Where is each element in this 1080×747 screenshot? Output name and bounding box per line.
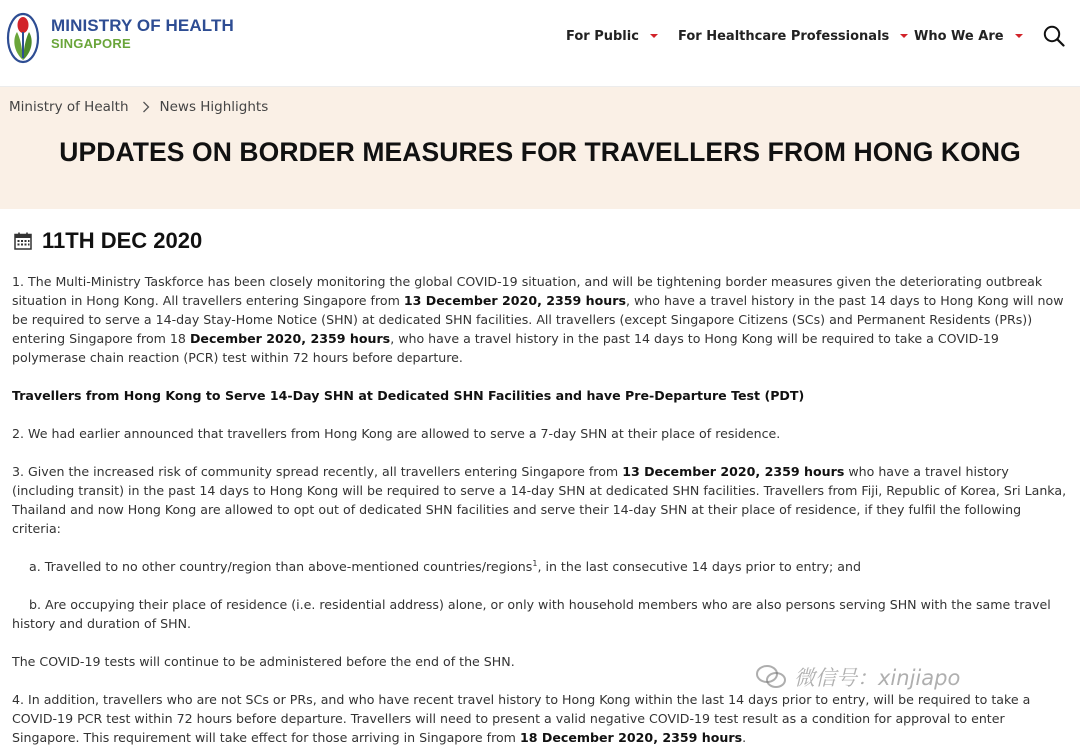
site-header bbox=[0, 0, 1080, 87]
nav-for-healthcare-professionals[interactable] bbox=[678, 27, 908, 45]
bold-text: December 2020, 2359 hours bbox=[189, 331, 391, 346]
paragraph-tests: The COVID-19 tests will continue to be administered before the end of the SHN. bbox=[12, 654, 515, 669]
nav-who-we-are[interactable] bbox=[914, 27, 1023, 45]
criteria-b: b. Are occupying their place of residence (i.e. residential address) alone, or only with household members who are also persons serving SHN with the same travel history and duration of SHN. bbox=[12, 597, 1051, 631]
paragraph-1 bbox=[12, 272, 1070, 367]
article-body bbox=[12, 226, 1070, 747]
chevron-right-icon bbox=[142, 101, 150, 113]
bold-text: 18 December 2020, 2359 hours bbox=[519, 730, 743, 745]
text: , who have a travel history in the past 14 days to Hong Kong will be required to take a COVID-19 polymerase chain reaction (PCR) test within 72 hours before departure. bbox=[12, 331, 999, 365]
bold-text: 13 December 2020, 2359 hours bbox=[622, 464, 845, 479]
text: who have a travel history (including transit) in the past 14 days to Hong Kong will be required to serve a 14-day SHN at dedicated SHN facilities. Travellers from Fiji, Republic of Korea, Sri Lanka, Thailand and now Hong Kong are allowed to opt out of dedicated SHN facilities and serve their 14-day SHN at their place of residence, if they fulfil the following criteria: bbox=[12, 464, 1067, 536]
paragraph-3 bbox=[12, 462, 1070, 538]
nav-for-public[interactable] bbox=[566, 27, 658, 45]
moh-logo-icon[interactable] bbox=[6, 8, 40, 64]
page-title: UPDATES ON BORDER MEASURES FOR TRAVELLERS FROM HONG KONG bbox=[59, 137, 1021, 167]
text: . bbox=[742, 730, 747, 745]
criteria-a bbox=[12, 557, 1070, 576]
logo-subtitle: SINGAPORE bbox=[51, 36, 131, 51]
footnote-ref[interactable]: 1 bbox=[532, 558, 538, 568]
calendar-icon bbox=[14, 232, 32, 250]
nav-label: For Healthcare Professionals bbox=[678, 28, 890, 44]
breadcrumb bbox=[9, 99, 268, 115]
breadcrumb-current[interactable]: News Highlights bbox=[159, 99, 269, 115]
text: 1. The Multi-Ministry Taskforce has been closely monitoring the global COVID-19 situation, and will be tightening border measures given the deteriorating outbreak situation in Hong Kong. All travellers entering Singapore from bbox=[12, 274, 1043, 308]
text: , who have a travel history in the past 14 days to Hong Kong will now be required to serve a 14-day Stay-Home Notice (SHN) at dedicated SHN facilities. All travellers (except Singapore Citizens (SCs) and Permanent Residents (PRs)) entering Singapore from 18 bbox=[12, 293, 1064, 346]
text: 3. Given the increased risk of community spread recently, all travellers entering Singapore from bbox=[12, 464, 623, 479]
paragraph-2: 2. We had earlier announced that travellers from Hong Kong are allowed to serve a 7-day SHN at their place of residence. bbox=[12, 426, 781, 441]
watermark-text: 微信号：xinjiapo bbox=[794, 666, 961, 690]
caret-down-icon bbox=[650, 34, 658, 38]
paragraph-4 bbox=[12, 690, 1070, 747]
search-icon[interactable] bbox=[1043, 25, 1065, 47]
subheading bbox=[12, 386, 1070, 405]
subheading-text: Travellers from Hong Kong to Serve 14-Day SHN at Dedicated SHN Facilities and have Pre-Departure Test (PDT) bbox=[12, 388, 805, 403]
text: a. Travelled to no other country/region than above-mentioned countries/regions bbox=[29, 559, 533, 574]
logo-title: MINISTRY OF HEALTH bbox=[51, 16, 234, 35]
nav-label: For Public bbox=[566, 28, 639, 44]
bold-text: 13 December 2020, 2359 hours bbox=[403, 293, 626, 308]
caret-down-icon bbox=[900, 34, 908, 38]
logo-text[interactable] bbox=[51, 17, 234, 50]
publish-date: 11TH DEC 2020 bbox=[42, 228, 203, 253]
caret-down-icon bbox=[1015, 34, 1023, 38]
text: 4. In addition, travellers who are not SCs or PRs, and who have recent travel history to Hong Kong within the last 14 days prior to entry, will be required to take a COVID-19 PCR test within 72 hours before departure. Travellers will need to present a valid negative COVID-19 test result as a condition for approval to enter Singapore. This requirement will take effect for those arriving in Singapore from bbox=[12, 692, 1031, 745]
title-band bbox=[0, 87, 1080, 209]
nav-label: Who We Are bbox=[914, 28, 1004, 44]
date-row bbox=[12, 226, 1070, 256]
breadcrumb-home[interactable]: Ministry of Health bbox=[9, 99, 129, 115]
text: , in the last consecutive 14 days prior to entry; and bbox=[537, 559, 861, 574]
